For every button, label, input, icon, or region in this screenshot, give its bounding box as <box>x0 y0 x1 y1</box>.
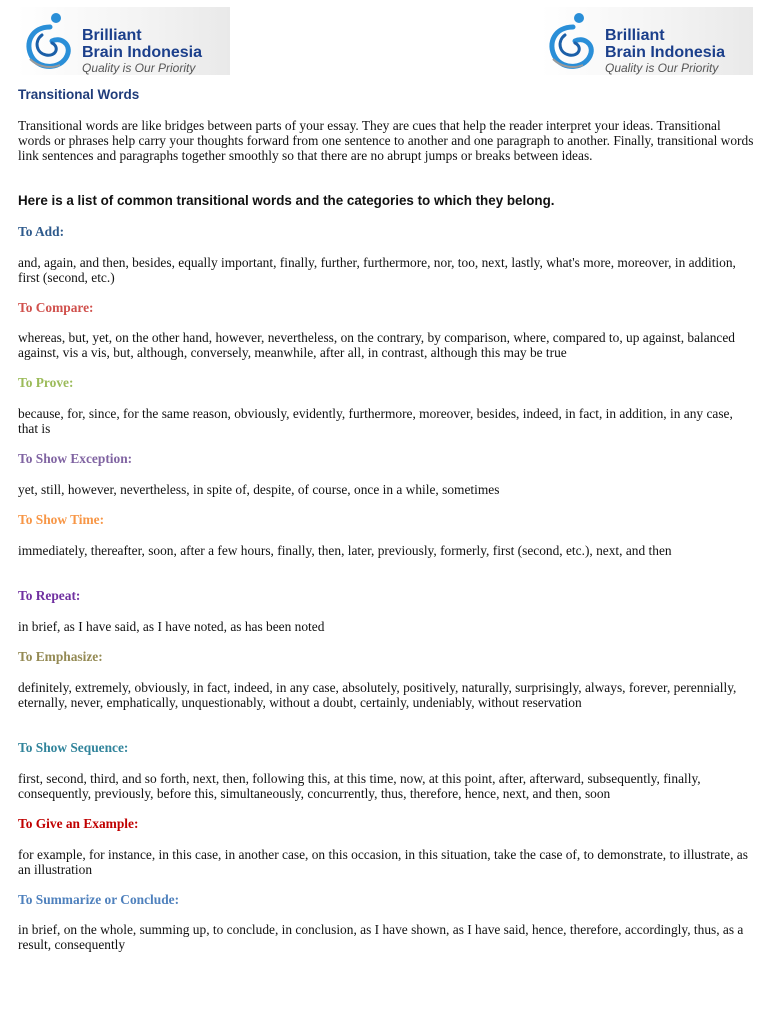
logo-brand-line1: Brilliant <box>605 27 665 44</box>
category-words-prove: because, for, since, for the same reason, obviously, evidently, furthermore, moreover, besides, indeed, in fact, in addition, in any case, that is <box>18 406 733 436</box>
category-words-compare: whereas, but, yet, on the other hand, however, nevertheless, on the contrary, by comparison, where, compared to, up against, balanced against, vis a vis, but, although, conversely, meanwhile, after all, in contrast, although this may be true <box>18 330 735 360</box>
category-label-compare: To Compare: <box>18 300 94 315</box>
category-label-repeat: To Repeat: <box>18 588 81 603</box>
intro-paragraph: Transitional words are like bridges between parts of your essay. They are cues that help the reader interpret your ideas. Transitional words or phrases help carry your thoughts forward from one sentence to another and one paragraph to another. Finally, transitional words link sentences and paragraphs together smoothly so that there are no abrupt jumps or breaks between ideas. <box>18 118 754 163</box>
category-label-emphasize: To Emphasize: <box>18 649 103 664</box>
category-words-repeat: in brief, as I have said, as I have noted, as has been noted <box>18 619 325 634</box>
logo-brand-line2: Brain Indonesia <box>82 44 203 61</box>
logo-tagline: Quality is Our Priority <box>605 61 719 75</box>
category-label-show-sequence: To Show Sequence: <box>18 740 129 755</box>
category-words-summarize-conclude: in brief, on the whole, summing up, to conclude, in conclusion, as I have shown, as I have said, hence, therefore, accordingly, thus, as a result, consequently <box>18 922 744 952</box>
category-words-show-exception: yet, still, however, nevertheless, in spite of, despite, of course, once in a while, sometimes <box>18 482 500 497</box>
category-words-emphasize: definitely, extremely, obviously, in fact, indeed, in any case, absolutely, positively, naturally, surprisingly, always, forever, perennially, eternally, never, emphatically, unquestionably, without a doubt, certainly, undeniably, without reservation <box>18 680 737 710</box>
brain-figure-logo-icon <box>543 9 599 73</box>
logo-brand-line2: Brain Indonesia <box>605 44 726 61</box>
category-label-show-time: To Show Time: <box>18 512 105 527</box>
category-label-add: To Add: <box>18 224 65 239</box>
category-label-show-exception: To Show Exception: <box>18 451 133 466</box>
category-words-show-sequence: first, second, third, and so forth, next, then, following this, at this time, now, at this point, after, afterward, subsequently, finally, consequently, previously, before this, simultaneously, concurrently, thus, therefore, hence, next, and then, soon <box>18 771 701 801</box>
category-words-show-time: immediately, thereafter, soon, after a few hours, finally, then, later, previously, formerly, first (second, etc.), next, and then <box>18 543 672 558</box>
category-words-give-example: for example, for instance, in this case, in another case, on this occasion, in this situation, take the case of, to demonstrate, to illustrate, as an illustration <box>18 847 748 877</box>
category-label-summarize-conclude: To Summarize or Conclude: <box>18 892 180 907</box>
page-title: Transitional Words <box>18 87 140 102</box>
brain-figure-logo-icon <box>20 9 76 73</box>
category-words-add: and, again, and then, besides, equally important, finally, further, furthermore, nor, too, next, lastly, what's more, moreover, in addition, first (second, etc.) <box>18 255 736 285</box>
brand-logo-right <box>541 7 753 75</box>
logo-brand-line1: Brilliant <box>82 27 142 44</box>
logo-tagline: Quality is Our Priority <box>82 61 196 75</box>
brand-logo-left <box>18 7 230 75</box>
category-label-give-example: To Give an Example: <box>18 816 139 831</box>
category-label-prove: To Prove: <box>18 375 74 390</box>
list-heading: Here is a list of common transitional words and the categories to which they belong. <box>18 193 555 208</box>
